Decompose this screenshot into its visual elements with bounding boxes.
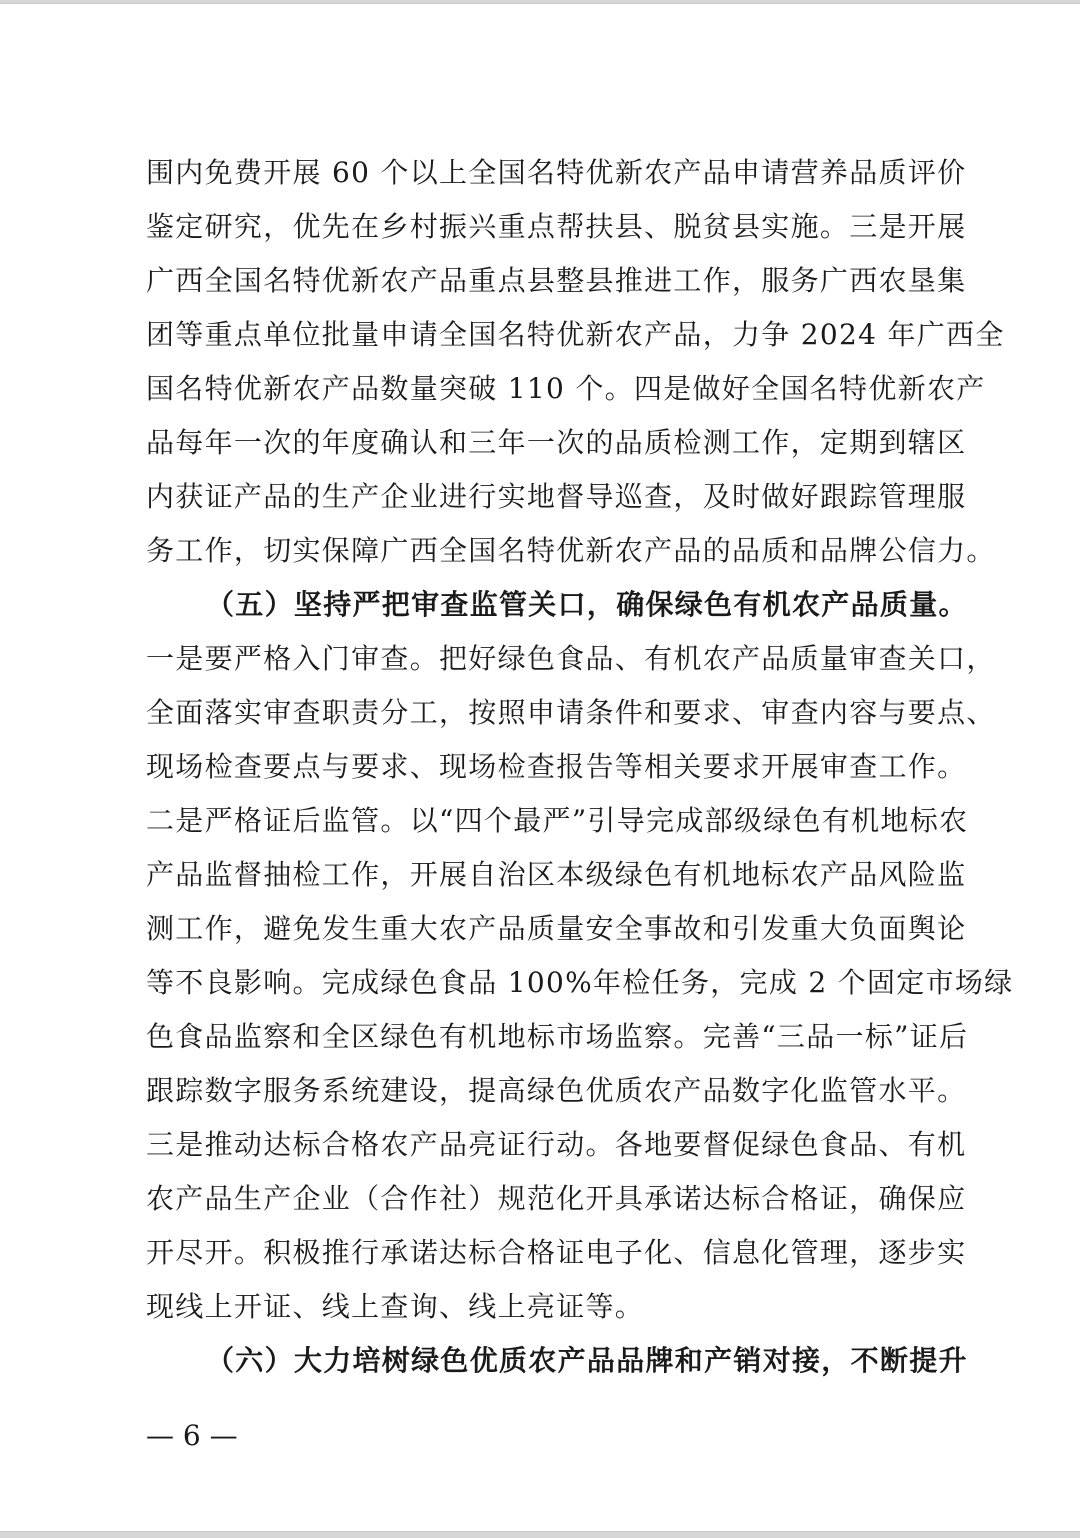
text-line: 开尽开。积极推行承诺达标合格证电子化、信息化管理，逐步实 bbox=[146, 1236, 967, 1269]
text-line: 现场检查要点与要求、现场检查报告等相关要求开展审查工作。 bbox=[146, 750, 967, 783]
section-heading-5: （五）坚持严把审查监管关口，确保绿色有机农产品质量。 bbox=[206, 588, 968, 621]
text-line: 广西全国名特优新农产品重点县整县推进工作，服务广西农垦集 bbox=[146, 264, 967, 297]
text-line: 全面落实审查职责分工，按照申请条件和要求、审查内容与要点、 bbox=[146, 696, 996, 729]
text-line: 等不良影响。完成绿色食品 100%年检任务，完成 2 个固定市场绿 bbox=[146, 966, 1014, 999]
section-heading-6: （六）大力培树绿色优质农产品品牌和产销对接，不断提升 bbox=[206, 1344, 968, 1377]
text-line: 测工作，避免发生重大农产品质量安全事故和引发重大负面舆论 bbox=[146, 912, 967, 945]
text-line: 农产品生产企业（合作社）规范化开具承诺达标合格证，确保应 bbox=[146, 1182, 967, 1215]
text-line: 色食品监察和全区绿色有机地标市场监察。完善“三品一标”证后 bbox=[146, 1020, 969, 1053]
text-line: 务工作，切实保障广西全国名特优新农产品的品质和品牌公信力。 bbox=[146, 534, 996, 567]
text-line: 鉴定研究，优先在乡村振兴重点帮扶县、脱贫县实施。三是开展 bbox=[146, 210, 967, 243]
text-line: 团等重点单位批量申请全国名特优新农产品，力争 2024 年广西全 bbox=[146, 318, 1005, 351]
page-number: — 6 — bbox=[146, 1419, 238, 1452]
text-line: 跟踪数字服务系统建设，提高绿色优质农产品数字化监管水平。 bbox=[146, 1074, 967, 1107]
text-line: 围内免费开展 60 个以上全国名特优新农产品申请营养品质评价 bbox=[146, 156, 967, 189]
document-page bbox=[0, 3, 1080, 1532]
text-line: 现线上开证、线上查询、线上亮证等。 bbox=[146, 1290, 645, 1323]
text-line: 二是严格证后监管。以“四个最严”引导完成部级绿色有机地标农 bbox=[146, 804, 969, 837]
text-line: 品每年一次的年度确认和三年一次的品质检测工作，定期到辖区 bbox=[146, 426, 967, 459]
text-line: 三是推动达标合格农产品亮证行动。各地要督促绿色食品、有机 bbox=[146, 1128, 967, 1161]
text-line: 内获证产品的生产企业进行实地督导巡查，及时做好跟踪管理服 bbox=[146, 480, 967, 513]
text-line: 产品监督抽检工作，开展自治区本级绿色有机地标农产品风险监 bbox=[146, 858, 967, 891]
text-line: 国名特优新农产品数量突破 110 个。四是做好全国名特优新农产 bbox=[146, 372, 986, 405]
text-line: 一是要严格入门审查。把好绿色食品、有机农产品质量审查关口， bbox=[146, 642, 996, 675]
